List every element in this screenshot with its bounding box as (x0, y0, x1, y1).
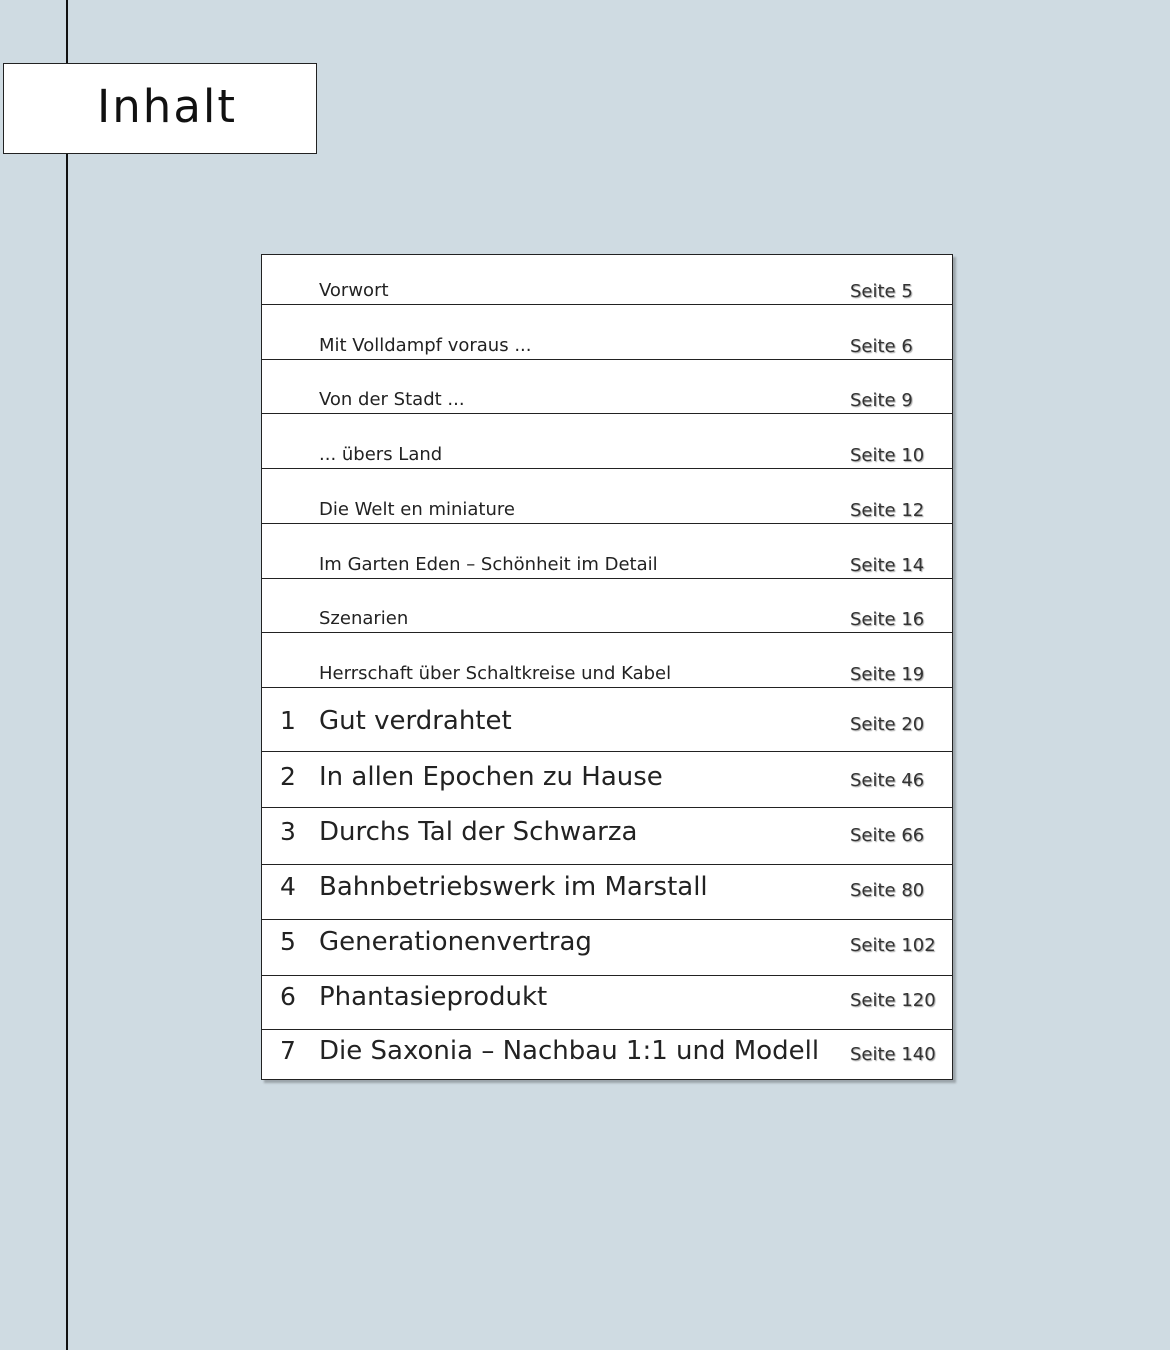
toc-entry-label: Die Welt en miniature (319, 499, 515, 520)
toc-entry-label: Von der Stadt ... (319, 389, 465, 410)
toc-entry-label: ... übers Land (319, 444, 443, 465)
toc-chapter-1[interactable] (262, 688, 952, 752)
chapter-page: Seite 66 (850, 825, 925, 846)
margin-rule (66, 0, 68, 1350)
chapter-page: Seite 80 (850, 880, 925, 901)
chapter-page: Seite 20 (850, 714, 925, 735)
toc-chapter-2[interactable] (262, 752, 952, 808)
toc-entry-label: Szenarien (319, 608, 409, 629)
toc-entry-page: Seite 16 (850, 609, 925, 630)
toc-chapter-6[interactable] (262, 976, 952, 1030)
chapter-title: Phantasieprodukt (319, 982, 548, 1012)
toc-entry-page: Seite 10 (850, 445, 925, 466)
chapter-title: Durchs Tal der Schwarza (319, 817, 638, 847)
toc-entry-page: Seite 5 (850, 281, 913, 302)
chapter-number: 7 (280, 1036, 296, 1065)
toc-entry-label: Vorwort (319, 280, 389, 301)
chapter-number: 6 (280, 982, 296, 1011)
chapter-number: 2 (280, 762, 296, 791)
toc-chapter-3[interactable] (262, 808, 952, 865)
toc-entry-page: Seite 9 (850, 390, 913, 411)
toc-entry-welt[interactable] (262, 469, 952, 524)
toc-entry-garten[interactable] (262, 524, 952, 579)
toc-entry-label: Mit Volldampf voraus ... (319, 335, 532, 356)
chapter-number: 4 (280, 872, 296, 901)
chapter-number: 5 (280, 927, 296, 956)
chapter-title: Gut verdrahtet (319, 706, 512, 736)
toc-entry-page: Seite 14 (850, 555, 925, 576)
toc-chapter-7[interactable] (262, 1030, 952, 1079)
toc-entry-page: Seite 12 (850, 500, 925, 521)
toc-chapter-4[interactable] (262, 865, 952, 920)
toc-entry-land[interactable] (262, 414, 952, 469)
chapter-title: Bahnbetriebswerk im Marstall (319, 872, 708, 902)
toc-entry-volldampf[interactable] (262, 305, 952, 360)
toc-entry-szenarien[interactable] (262, 579, 952, 633)
page-title: Inhalt (97, 80, 238, 133)
chapter-title: Die Saxonia – Nachbau 1:1 und Modell (319, 1036, 820, 1066)
table-of-contents (261, 254, 953, 1080)
chapter-title: Generationenvertrag (319, 927, 592, 957)
toc-entry-page: Seite 19 (850, 664, 925, 685)
toc-entry-vorwort[interactable] (262, 255, 952, 305)
chapter-number: 1 (280, 706, 296, 735)
toc-chapter-5[interactable] (262, 920, 952, 976)
toc-entry-page: Seite 6 (850, 336, 913, 357)
toc-entry-stadt[interactable] (262, 360, 952, 414)
chapter-page: Seite 102 (850, 935, 936, 956)
chapter-number: 3 (280, 817, 296, 846)
chapter-page: Seite 46 (850, 770, 925, 791)
chapter-page: Seite 120 (850, 990, 936, 1011)
chapter-page: Seite 140 (850, 1044, 936, 1065)
toc-entry-label: Im Garten Eden – Schönheit im Detail (319, 554, 658, 575)
toc-entry-label: Herrschaft über Schaltkreise und Kabel (319, 663, 672, 684)
chapter-title: In allen Epochen zu Hause (319, 762, 663, 792)
toc-entry-schaltkreise[interactable] (262, 633, 952, 688)
